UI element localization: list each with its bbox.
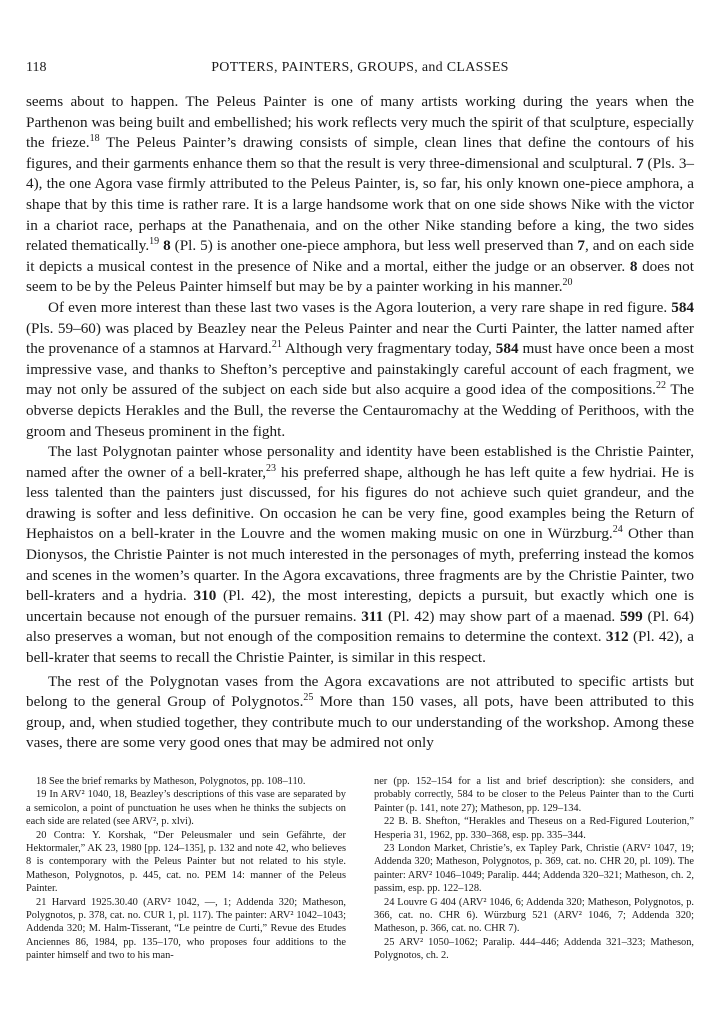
main-text bbox=[26, 92, 694, 754]
footnote-23: 23 London Market, Christie’s, ex Tapley Park, Christie (ARV² 1047, 19; Addenda 320; Matheson, Polygnotos, p. 369, cat. no. CHR 20, pl. 109). The painter: ARV² 1046–1049; Paralip. 444; Addenda 320–321; Matheson, ch. 2, passim, esp. pp. 122–128. bbox=[374, 843, 694, 895]
footnote-ref[interactable]: 24 bbox=[612, 524, 623, 536]
footnotes-left-column bbox=[26, 775, 346, 963]
paragraph: The rest of the Polygnotan vases from the Agora excavations are not attributed to specific artists but belong to the general Group of Polygnotos.$^{25}$ More than 150 vases, all pots, have been attributed to this group, and, when studied together, they contribute much to our understanding of the workshop. Among these vases, there are some very good ones that may be admired not only bbox=[26, 672, 694, 752]
footnote-25: 25 ARV² 1050–1062; Paralip. 444–446; Addenda 321–323; Matheson, Polygnotos, ch. 2. bbox=[374, 936, 694, 962]
footnote-18: 18 See the brief remarks by Matheson, Polygnotos, pp. 108–110. bbox=[36, 776, 306, 787]
footnote-ref[interactable]: 22 bbox=[655, 380, 666, 392]
footnote-21: 21 Harvard 1925.30.40 (ARV² 1042, —, 1; Addenda 320; Matheson, Polygnotos, p. 378, cat. no. CUR 1, pl. 117). The painter: ARV² 1042–1043; Addenda 320; M. Halm-Tisserant, “Le peintre de Curti,” Revue des Etudes Anciennes 86, 1984, pp. 135–170, who proposes four additions to the painter himself and two to his man- bbox=[26, 896, 346, 962]
footnote-ref[interactable]: 19 bbox=[149, 236, 160, 248]
footnote-19: 19 In ARV² 1040, 18, Beazley’s descriptions of this vase are separated by a semicolon, a point of punctuation he uses when he thinks the subjects on each side are related (see ARV², p. xlvi). bbox=[26, 789, 346, 828]
footnote-ref[interactable]: 25 bbox=[303, 692, 314, 704]
running-head: POTTERS, PAINTERS, GROUPS, and CLASSES bbox=[211, 60, 509, 75]
footnote-ref[interactable]: 18 bbox=[89, 133, 100, 145]
footnote-ref[interactable]: 23 bbox=[266, 462, 277, 474]
footnote-ref[interactable]: 21 bbox=[271, 339, 282, 351]
footnote-20: 20 Contra: Y. Korshak, “Der Peleusmaler und sein Gefährte, der Hektormaler,” AK 23, 1980 [pp. 124–135], p. 132 and note 42, who believes 8 is contemporary with the Peleus Painter but not related to his style. Matheson, Polygnotos, p. 445, cat. no. PEM 14: manner of the Peleus Painter. bbox=[26, 829, 346, 895]
footnote-22: 22 B. B. Shefton, “Herakles and Theseus on a Red-Figured Louterion,” Hesperia 31, 1962, pp. 330–368, esp. pp. 335–344. bbox=[374, 816, 694, 841]
footnote-ref[interactable]: 20 bbox=[562, 277, 573, 289]
paragraph: seems about to happen. The Peleus Painter is one of many artists working during the years when the Parthenon was being built and embellished; his work reflects very much the spirit of that sculpture, especially the frieze.$^{18}$ The Peleus Painter’s drawing consists of simple, clean lines that define the contours of his figures, and their garments enhance them so that the result is very three-dimensional and sculptural. 7 (Pls. 3–4), the one Agora vase firmly attributed to the Peleus Painter, is, so far, his only known one-piece amphora, a shape that by this time is rather rare. It is a large handsome work that on one side shows Nike with the victor in a chariot race, perhaps at the Panathenaia, and on the other Nike standing before a king, the two sides related thematically.$^{19}$ 8 (Pl. 5) is another one-piece amphora, but less well preserved than 7, and on each side it depicts a musical contest in the presence of Nike and a mortal, either the judge or an observer. 8 does not seem to be by the Peleus Painter himself but may be by a painter working in his manner.$^{20}$ bbox=[26, 93, 695, 296]
paragraph: The last Polygnotan painter whose personality and identity have been established is the Christie Painter, named after the owner of a bell-krater,$^{23}$ his preferred shape, although he has left quite a few hydriai. He is less talented than the painters just discussed, for his figures do not achieve such quiet grandeur, and the drawing is softer and less definitive. On occasion he can be very fine, good examples being the Return of Hephaistos on a bell-krater in the Louvre and the women making music on one in Würzburg.$^{24}$ Other than Dionysos, the Christie Painter is not much interested in the personages of myth, preferring instead the komos and scenes in the women’s quarter. In the Agora excavations, three fragments are by the Christie Painter, two bell-kraters and a hydria. 310 (Pl. 42), the most interesting, depicts a pursuit, but exactly which one is uncertain because not enough of the pursuer remains. 311 (Pl. 42) may show part of a maenad. 599 (Pl. 64) also preserves a woman, but not enough of the composition remains to determine the context. 312 (Pl. 42), a bell-krater that seems to recall the Christie Painter, is similar in this respect. bbox=[26, 443, 695, 667]
page-number: 118 bbox=[26, 60, 47, 75]
paragraph: Of even more interest than these last two vases is the Agora louterion, a very rare shape in red figure. 584 (Pls. 59–60) was placed by Beazley near the Peleus Painter and near the Curti Painter, the latter named after the provenance of a stamnos at Harvard.$^{21}$ Although very fragmentary today, 584 must have once been a most impressive vase, and thanks to Shefton’s perceptive and painstakingly careful account of each fragment, we may not only be assured of the subject on each side but also acquire a good idea of the compositions.$^{22}$ The obverse depicts Herakles and the Bull, the reverse the Centauromachy at the Wedding of Perithoos, with the groom and Theseus prominent in the fight. bbox=[26, 298, 694, 440]
footnotes-right-column bbox=[374, 775, 694, 963]
page-header bbox=[26, 60, 694, 80]
footnote-24: 24 Louvre G 404 (ARV² 1046, 6; Addenda 320; Matheson, Polygnotos, p. 366, cat. no. CHR 6). Würzburg 521 (ARV² 1046, 7; Addenda 320; Matheson, p. 366, cat. no. CHR 7). bbox=[374, 896, 694, 935]
footnote-21-continued: ner (pp. 152–154 for a list and brief description): she considers, and probably correctly, 584 to be closer to the Peleus Painter than to the Curti Painter (p. 141, note 27); Matheson, pp. 129–134. bbox=[374, 776, 694, 814]
